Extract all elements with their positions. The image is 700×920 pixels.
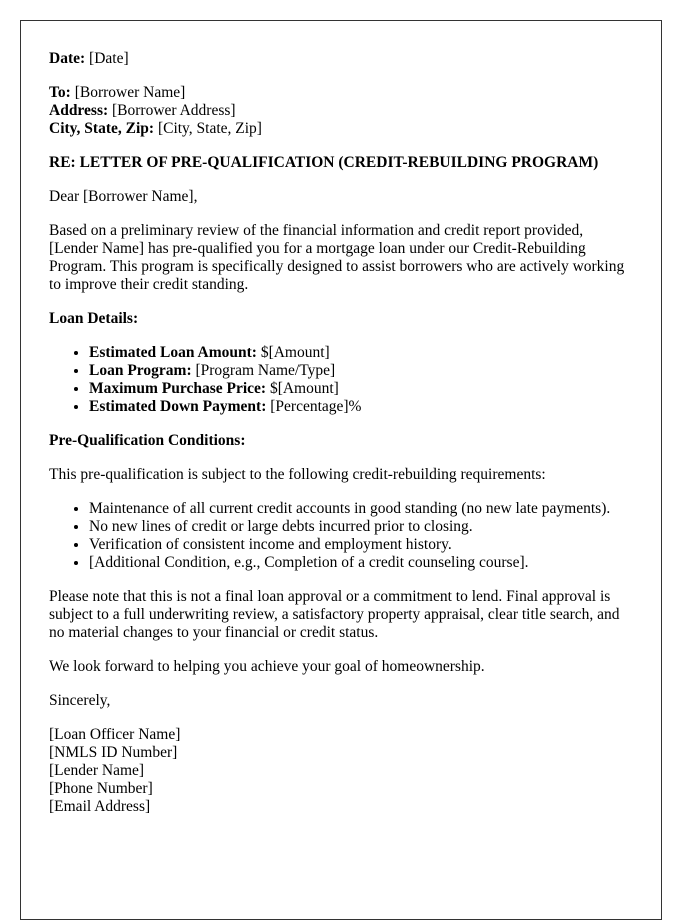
recipient-to <box>49 84 633 102</box>
date-value: [Date] <box>89 50 129 67</box>
signature-phone: [Phone Number] <box>49 780 153 797</box>
intro-paragraph: Based on a preliminary review of the financial information and credit report provided, [Lender Name] has pre-qualified you for a mortgage loan under our Credit-Rebuilding Program. This program is specifically designed to assist borrowers who are actively working to improve their credit standing. <box>49 222 625 293</box>
loan-detail-value: [Percentage]% <box>270 398 362 415</box>
recipient-address-label: Address: <box>49 102 109 119</box>
loan-detail-label: Estimated Loan Amount: <box>89 344 257 361</box>
document-viewport <box>20 20 662 815</box>
letter-page <box>20 20 662 920</box>
recipient-to-label: To: <box>49 84 71 101</box>
loan-detail-value: $[Amount] <box>269 380 339 397</box>
conditions-heading-text: Pre-Qualification Conditions: <box>49 432 246 449</box>
list-item: • [Additional Condition, e.g., Completion of a credit counseling course]. <box>89 554 633 572</box>
signature-officer-name: [Loan Officer Name] <box>49 726 181 743</box>
loan-detail-label: Estimated Down Payment: <box>89 398 267 415</box>
list-item <box>89 398 633 416</box>
list-item: • Maintenance of all current credit accounts in good standing (no new late payments). <box>89 500 633 518</box>
list-item <box>89 344 633 362</box>
conditions-heading <box>49 432 633 450</box>
loan-detail-value: [Program Name/Type] <box>195 362 336 379</box>
subject-text: RE: LETTER OF PRE-QUALIFICATION (CREDIT-REBUILDING PROGRAM) <box>49 154 599 171</box>
date-label: Date: <box>49 50 86 67</box>
recipient-to-value: [Borrower Name] <box>74 84 186 101</box>
list-item: • Verification of consistent income and employment history. <box>89 536 633 554</box>
closing-remark: We look forward to helping you achieve your goal of homeownership. <box>49 658 485 675</box>
recipient-city-state-zip <box>49 120 633 138</box>
recipient-address-value: [Borrower Address] <box>112 102 236 119</box>
signature-nmls-id: [NMLS ID Number] <box>49 744 178 761</box>
signature-lender-name: [Lender Name] <box>49 762 145 779</box>
loan-details-heading-text: Loan Details: <box>49 310 139 327</box>
sign-off: Sincerely, <box>49 692 111 709</box>
conditions-intro: This pre-qualification is subject to the following credit-rebuilding requirements: <box>49 466 546 483</box>
subject-line <box>49 154 633 172</box>
loan-details-list <box>49 344 633 416</box>
list-item <box>89 362 633 380</box>
recipient-city-label: City, State, Zip: <box>49 120 155 137</box>
list-item: • No new lines of credit or large debts incurred prior to closing. <box>89 518 633 536</box>
recipient-block <box>49 84 633 138</box>
loan-detail-label: Maximum Purchase Price: <box>89 380 267 397</box>
conditions-list <box>49 500 633 572</box>
loan-detail-value: $[Amount] <box>260 344 330 361</box>
list-item <box>89 380 633 398</box>
date-line <box>49 50 633 68</box>
signature-block <box>49 726 633 816</box>
recipient-city-value: [City, State, Zip] <box>157 120 262 137</box>
recipient-address <box>49 102 633 120</box>
loan-detail-label: Loan Program: <box>89 362 192 379</box>
loan-details-heading <box>49 310 633 328</box>
salutation: Dear [Borrower Name], <box>49 188 198 205</box>
disclaimer-paragraph: Please note that this is not a final loan approval or a commitment to lend. Final approval is subject to a full underwriting review, a satisfactory property appraisal, clear title search, and no material changes to your financial or credit status. <box>49 588 620 641</box>
signature-email: [Email Address] <box>49 798 151 815</box>
